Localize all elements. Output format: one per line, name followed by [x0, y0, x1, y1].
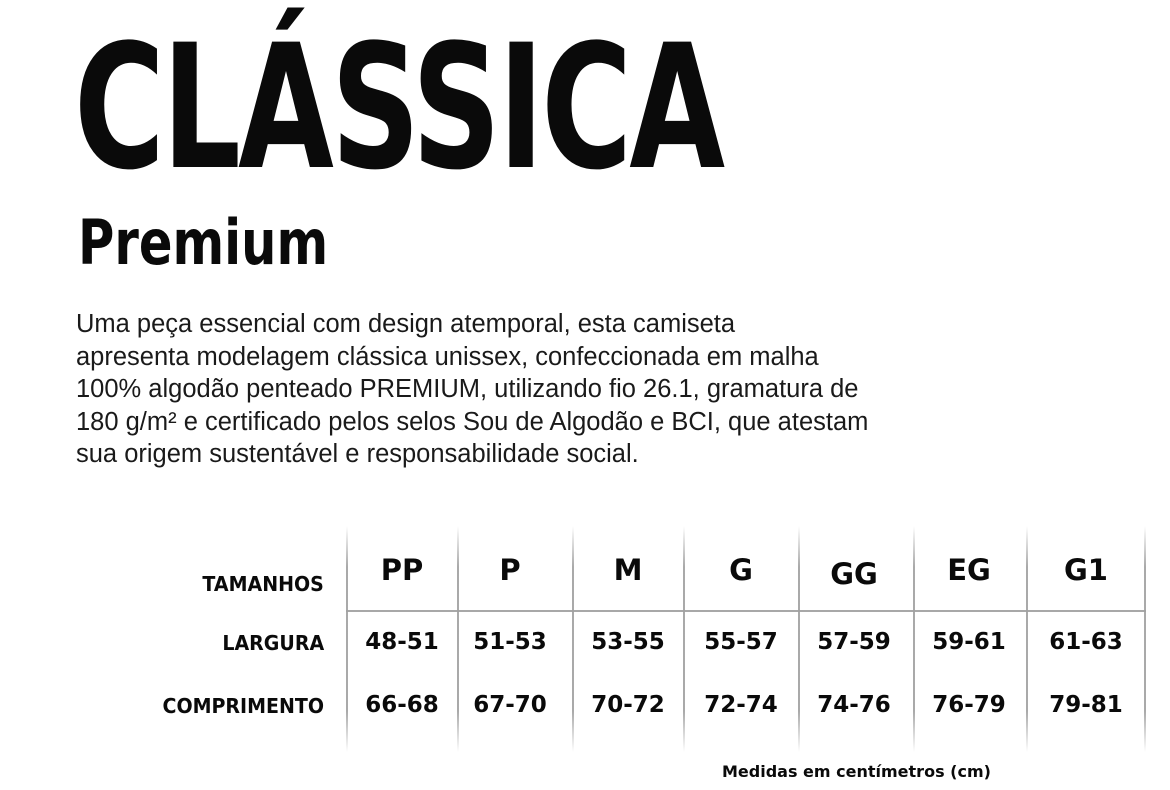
largura-value: 59-61: [932, 629, 1006, 655]
size-column-gg: [798, 526, 910, 752]
row-label-tamanhos: TAMANHOS: [202, 572, 324, 596]
size-header: G1: [1064, 553, 1108, 587]
size-column-eg: [913, 526, 1025, 752]
description-line: 180 g/m² e certificado pelos selos Sou de Algodão e BCI, que atestam: [76, 407, 869, 436]
size-column-g: [685, 526, 797, 752]
size-header: EG: [947, 553, 991, 587]
size-header: GG: [830, 557, 878, 591]
comprimento-value: 74-76: [817, 692, 891, 718]
largura-value: 51-53: [473, 629, 547, 655]
column-divider: [1144, 526, 1146, 752]
product-subtitle: Premium: [78, 206, 329, 279]
row-label-largura: LARGURA: [222, 631, 324, 655]
comprimento-value: 70-72: [591, 692, 665, 718]
size-header: PP: [380, 553, 424, 587]
size-table: [120, 526, 1150, 752]
description-line: sua origem sustentável e responsabilidade social.: [76, 440, 639, 468]
size-column-p: [454, 526, 566, 752]
comprimento-value: 72-74: [704, 692, 778, 718]
measurement-footnote: Medidas em centímetros (cm): [722, 762, 991, 781]
description-line: apresenta modelagem clássica unissex, confeccionada em malha: [76, 342, 819, 371]
size-column-m: [572, 526, 684, 752]
size-header: M: [613, 553, 643, 587]
largura-value: 48-51: [365, 629, 439, 655]
size-column-pp: [346, 526, 458, 752]
description-line: Uma peça essencial com design atemporal, esta camiseta: [76, 310, 736, 338]
size-header: G: [729, 553, 753, 587]
description-line: 100% algodão penteado PREMIUM, utilizando fio 26.1, gramatura de: [76, 375, 859, 403]
comprimento-value: 67-70: [473, 692, 547, 718]
size-column-g1: [1030, 526, 1142, 752]
comprimento-value: 79-81: [1049, 692, 1123, 718]
row-label-comprimento: COMPRIMENTO: [162, 694, 324, 718]
column-divider: [1026, 526, 1028, 752]
largura-value: 55-57: [704, 629, 778, 655]
largura-value: 57-59: [817, 629, 891, 655]
largura-value: 53-55: [591, 629, 665, 655]
size-header: P: [499, 553, 521, 587]
comprimento-value: 76-79: [932, 692, 1006, 718]
largura-value: 61-63: [1049, 629, 1123, 655]
comprimento-value: 66-68: [365, 692, 439, 718]
product-description: [76, 308, 906, 471]
product-title: CLÁSSICA: [74, 7, 723, 208]
